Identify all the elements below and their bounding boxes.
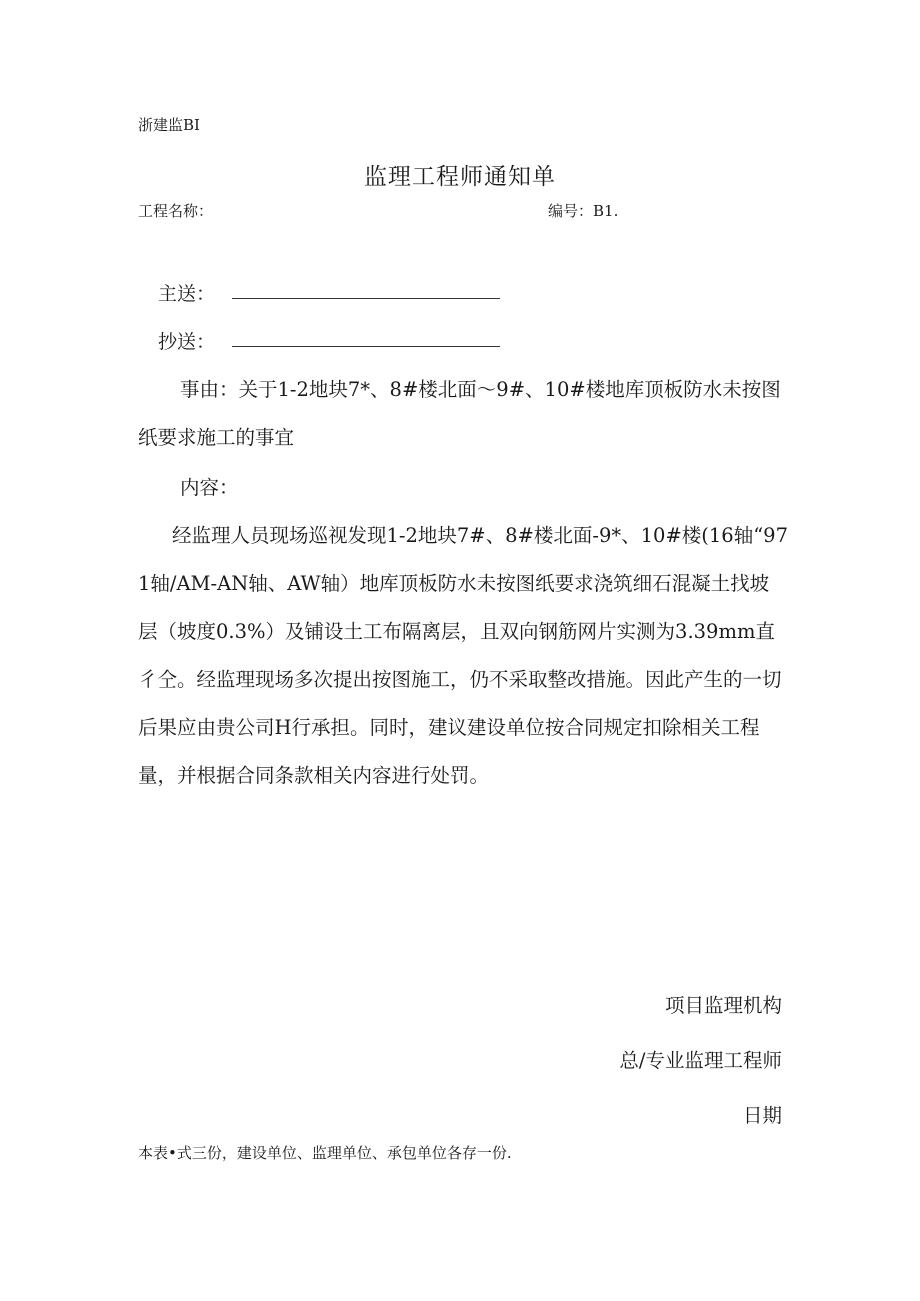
content-label: 内容： (180, 476, 239, 499)
serial-number-label: 编号：B1. (548, 202, 619, 220)
footer-note: 本表•式三份，建设单位、监理单位、承包单位各存一份. (138, 1144, 512, 1162)
chief-engineer-label: 总/专业监理工程师 (619, 1049, 782, 1072)
cc-recipient-label: 抄送： (158, 331, 216, 353)
page-title: 监理工程师通知单 (364, 164, 556, 190)
supervision-org-label: 项目监理机构 (664, 994, 782, 1017)
date-label: 日期 (742, 1104, 782, 1127)
content-body: 经监理人员现场巡视发现1-2地块7#、8#楼北面-9*、10#楼(16轴“971轴/AM-AN轴、AW轴）地库顶板防水未按图纸要求浇筑细石混凝土找坡层（坡度0.3%）及铺设土工布隔离层，且双向钢筋网片实测为3.39mm直彳仝。经监理现场多次提出按图施工，仍不采取整改措施。因此产生的一切后果应由贵公司H行承担。同时，建议建设单位按合同规定扣除相关工程量，并根据合同条款相关内容进行处罚。 (138, 524, 788, 787)
subject-text: 事由：关于1-2地块7*、8#楼北面～9#、10#楼地库顶板防水未按图纸要求施工的事宜 (138, 378, 781, 449)
cc-recipient-line[interactable] (232, 346, 500, 347)
main-recipient-line[interactable] (232, 298, 500, 299)
project-name-label: 工程名称： (138, 202, 214, 220)
main-recipient-label: 主送： (158, 283, 216, 305)
form-code: 浙建监BI (138, 116, 200, 134)
